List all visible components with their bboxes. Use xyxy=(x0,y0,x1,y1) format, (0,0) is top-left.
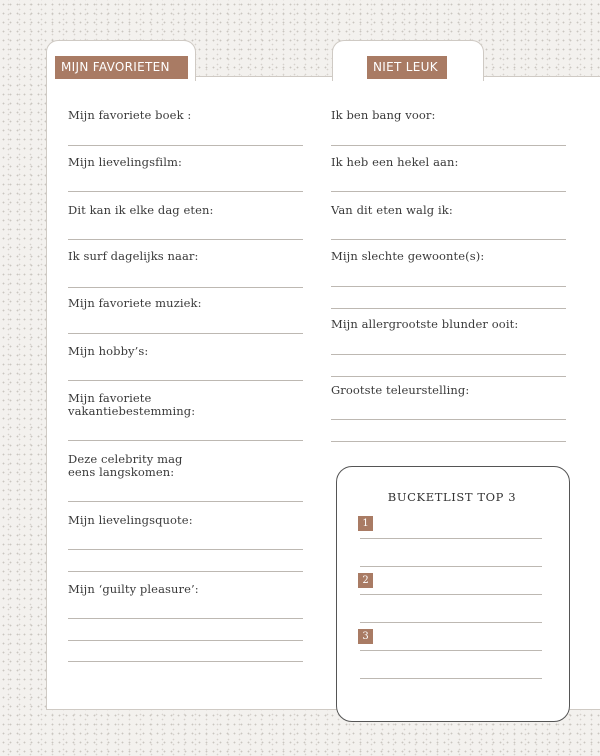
answer-line[interactable] xyxy=(68,501,303,502)
bucketlist-title: BUCKETLIST TOP 3 xyxy=(387,490,517,504)
favorites-heading: MIJN FAVORIETEN xyxy=(55,56,188,79)
favorite-prompt: Mijn ‘guilty pleasure’: xyxy=(68,582,199,596)
dislike-prompt: Ik ben bang voor: xyxy=(331,108,436,122)
answer-line[interactable] xyxy=(360,622,542,623)
favorite-prompt: Mijn favoriete muziek: xyxy=(68,296,202,310)
dislikes-heading: NIET LEUK xyxy=(367,56,447,79)
dislike-prompt: Ik heb een hekel aan: xyxy=(331,155,459,169)
answer-line[interactable] xyxy=(360,538,542,539)
dislike-prompt: Grootste teleurstelling: xyxy=(331,383,470,397)
answer-line[interactable] xyxy=(68,239,303,240)
dislike-prompt: Mijn allergrootste blunder ooit: xyxy=(331,317,519,331)
answer-line[interactable] xyxy=(331,286,566,287)
answer-line[interactable] xyxy=(68,145,303,146)
favorite-prompt: Ik surf dagelijks naar: xyxy=(68,249,199,263)
answer-line[interactable] xyxy=(331,419,566,420)
answer-line[interactable] xyxy=(360,650,542,651)
favorite-prompt: Mijn favoriete boek : xyxy=(68,108,192,122)
answer-line[interactable] xyxy=(331,376,566,377)
answer-line[interactable] xyxy=(360,594,542,595)
answer-line[interactable] xyxy=(331,145,566,146)
answer-line[interactable] xyxy=(68,640,303,641)
answer-line[interactable] xyxy=(68,191,303,192)
answer-line[interactable] xyxy=(68,661,303,662)
favorite-prompt: Mijn hobby’s: xyxy=(68,344,149,358)
answer-line[interactable] xyxy=(68,380,303,381)
favorite-prompt: Dit kan ik elke dag eten: xyxy=(68,203,214,217)
answer-line[interactable] xyxy=(68,440,303,441)
answer-line[interactable] xyxy=(360,678,542,679)
favorite-prompt: Mijn lievelingsquote: xyxy=(68,513,193,527)
answer-line[interactable] xyxy=(331,441,566,442)
answer-line[interactable] xyxy=(68,287,303,288)
bucketlist-number: 1 xyxy=(358,516,373,531)
dislike-prompt: Mijn slechte gewoonte(s): xyxy=(331,249,485,263)
answer-line[interactable] xyxy=(68,549,303,550)
answer-line[interactable] xyxy=(331,191,566,192)
answer-line[interactable] xyxy=(331,308,566,309)
bucketlist-number: 3 xyxy=(358,629,373,644)
answer-line[interactable] xyxy=(331,354,566,355)
answer-line[interactable] xyxy=(360,566,542,567)
dislike-prompt: Van dit eten walg ik: xyxy=(331,203,453,217)
answer-line[interactable] xyxy=(68,618,303,619)
favorite-prompt: Mijn favoriete vakantiebestemming: xyxy=(68,391,196,418)
answer-line[interactable] xyxy=(331,239,566,240)
favorite-prompt: Deze celebrity mag eens langskomen: xyxy=(68,452,183,479)
bucketlist-number: 2 xyxy=(358,573,373,588)
favorite-prompt: Mijn lievelingsfilm: xyxy=(68,155,182,169)
answer-line[interactable] xyxy=(68,571,303,572)
answer-line[interactable] xyxy=(68,333,303,334)
